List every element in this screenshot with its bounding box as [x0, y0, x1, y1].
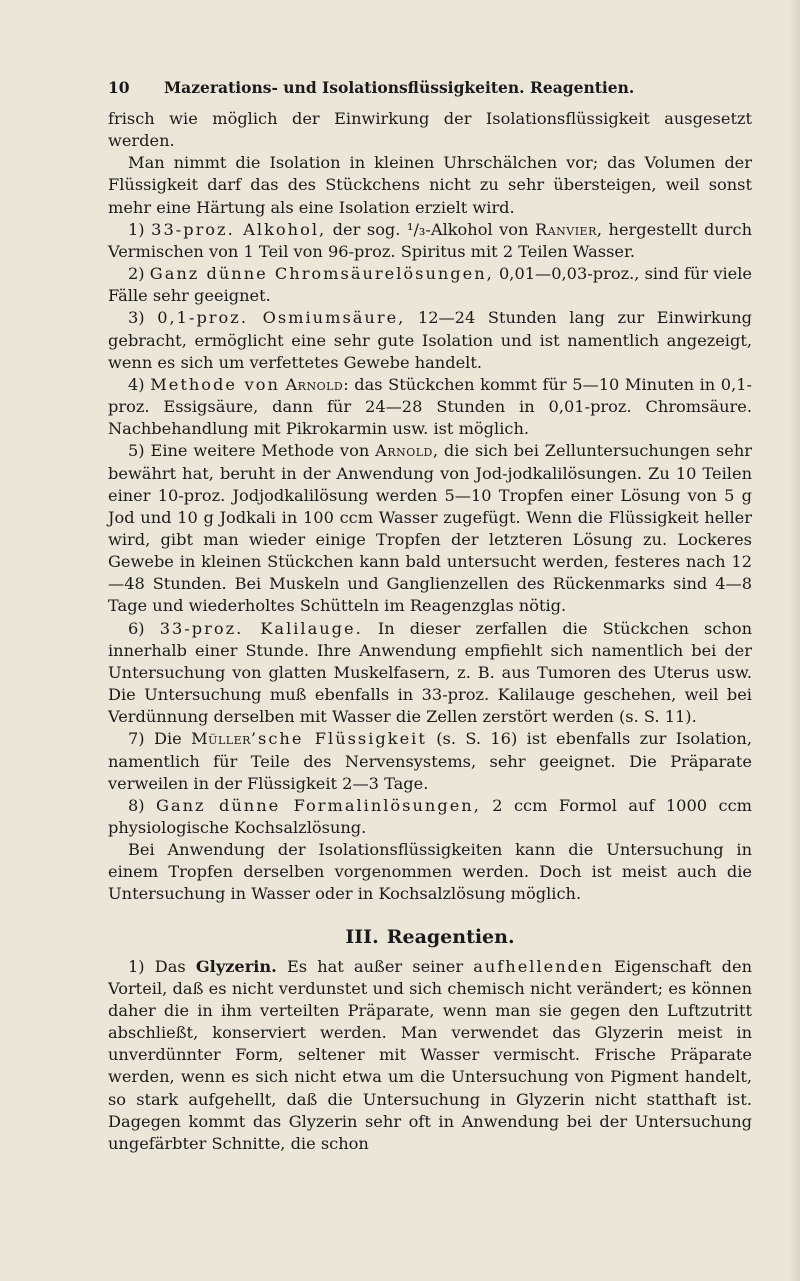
list-item-7: 7) Die Müller’sche Flüssigkeit (s. S. 16) ist ebenfalls zur Isolation, namentlich für Teile des Nervensystems, sehr geeignet. Die Präparate verweilen in der Flüssigkeit 2—3 Tage. — [108, 729, 752, 793]
item-term: Ganz dünne Formalinlösungen, — [156, 795, 481, 815]
list-item-1: 1) 33-proz. Alkohol, der sog. ¹/₃-Alkohol von Ranvier, hergestellt durch Vermischen von 1 Teil von 96-proz. Spiritus mit 2 Teilen Wasser. — [108, 219, 752, 261]
item-number: 1) — [128, 219, 145, 239]
list-item-5: 5) Eine weitere Methode von Arnold, die sich bei Zelluntersuchungen sehr bewährt hat, beruht in der Anwendung von Jod-jodkalilösungen. Zu 10 Teilen einer 10-proz. Jodjodkalilösung werden 5—10 Tropfen einer Lösung von 5 g Jod und 10 g Jodkali in 100 ccm Wasser zugefügt. Wenn die Flüssigkeit heller wird, gibt man wieder einige Tropfen der letzteren Lösung zu. Lockeres Gewebe in kleinen Stückchen kann bald untersucht werden, festeres nach 12—48 Stunden. Bei Muskeln und Ganglienzellen des Rückenmarks sind 4—8 Tage und wiederholtes Schütteln im Reagenzglas nötig. — [108, 441, 752, 616]
paragraph-closing: Bei Anwendung der Isolationsflüssigkeiten kann die Untersuchung in einem Tropfen derselben vorgenommen werden. Doch ist meist auch die Untersuchung in Wasser oder in Kochsalzlösung möglich. — [108, 840, 752, 904]
item-number: 6) — [128, 618, 145, 638]
item-term: 33-proz. Alkohol, — [151, 219, 327, 239]
section-title: Reagentien. — [386, 925, 515, 948]
item-number: 2) — [128, 264, 145, 284]
item-number: 4) — [128, 374, 145, 394]
list-item-6: 6) 33-proz. Kalilauge. In dieser zerfallen die Stückchen schon innerhalb einer Stunde. Ihre Anwendung empfiehlt sich namentlich bei der Untersuchung von glatten Muskelfasern, z. B. aus Tumoren des Uterus usw. Die Untersuchung muß ebenfalls in 33-proz. Kalilauge geschehen, weil bei Verdünnung derselben mit Wasser die Zellen zerstört werden (s. S. 11). — [108, 618, 752, 727]
list-item-3: 3) 0,1-proz. Osmiumsäure, 12—24 Stunden lang zur Einwirkung gebracht, ermöglicht eine sehr gute Isolation und ist namentlich angezeigt, wenn es sich um verfettetes Gewebe handelt. — [108, 308, 752, 372]
page-header — [108, 78, 752, 108]
item-term: Glyzerin. — [195, 956, 277, 976]
author-name: Müller — [191, 729, 251, 749]
section-number: III. — [345, 925, 379, 948]
item-number: 7) — [128, 729, 145, 749]
item-term: 0,1-proz. Osmiumsäure, — [157, 308, 406, 328]
paragraph-method: Man nimmt die Isolation in kleinen Uhrschälchen vor; das Volumen der Flüssigkeit darf das des Stückchens nicht zu sehr übersteigen, weil sonst mehr eine Härtung als eine Isolation erzielt wird. — [108, 153, 752, 217]
item-number: 3) — [128, 308, 145, 328]
item-term: Ganz dünne Chromsäurelösungen, — [149, 264, 494, 284]
item-number: 1) — [128, 956, 145, 976]
item-term: 33-proz. Kalilauge. — [159, 618, 363, 638]
section-heading — [108, 926, 752, 948]
author-name: Ranvier — [535, 219, 597, 239]
author-name: Arnold — [285, 374, 344, 394]
running-title: Mazerations- und Isolationsflüssigkeiten. Reagentien. — [164, 78, 635, 97]
page-content — [108, 78, 752, 1155]
emphasis: aufhellenden — [473, 956, 605, 976]
list-item-8: 8) Ganz dünne Formalinlösungen, 2 ccm Formol auf 1000 ccm physiologische Kochsalzlösung. — [108, 795, 752, 837]
list-item-glycerin: 1) Das Glyzerin. Es hat außer seiner aufhellenden Eigenschaft den Vorteil, daß es nicht verdunstet und sich chemisch nicht verändert; es können daher die in ihm verteilten Präparate, wenn man sie gegen den Luftzutritt abschließt, konserviert werden. Man verwendet das Glyzerin meist in unverdünnter Form, seltener mit Wasser vermischt. Frische Präparate werden, wenn es sich nicht etwa um die Untersuchung von Pigment handelt, so stark aufgehellt, daß die Untersuchung in Glyzerin nicht statthaft ist. Dagegen kommt das Glyzerin sehr oft in Anwendung bei der Untersuchung ungefärbter Schnitte, die schon — [108, 956, 752, 1153]
list-item-2: 2) Ganz dünne Chromsäurelösungen, 0,01—0,03-proz., sind für viele Fälle sehr geeignet. — [108, 264, 752, 306]
page-edge-shadow — [790, 0, 800, 1281]
author-name: Arnold — [375, 441, 433, 461]
item-term: Methode von — [150, 374, 280, 394]
list-item-4: 4) Methode von Arnold: das Stückchen kommt für 5—10 Minuten in 0,1-proz. Essigsäure, dann für 24—28 Stunden in 0,01-proz. Chromsäure. Nachbehandlung mit Pikrokarmin usw. ist möglich. — [108, 374, 752, 439]
fraction: ¹/₃ — [406, 219, 426, 239]
page-number: 10 — [108, 78, 130, 97]
item-number: 8) — [128, 795, 145, 815]
item-term: ’sche Flüssigkeit — [250, 729, 427, 749]
item-number: 5) — [128, 441, 145, 461]
paragraph-continuation: frisch wie möglich der Einwirkung der Isolationsflüssigkeit ausgesetzt werden. — [108, 109, 752, 151]
